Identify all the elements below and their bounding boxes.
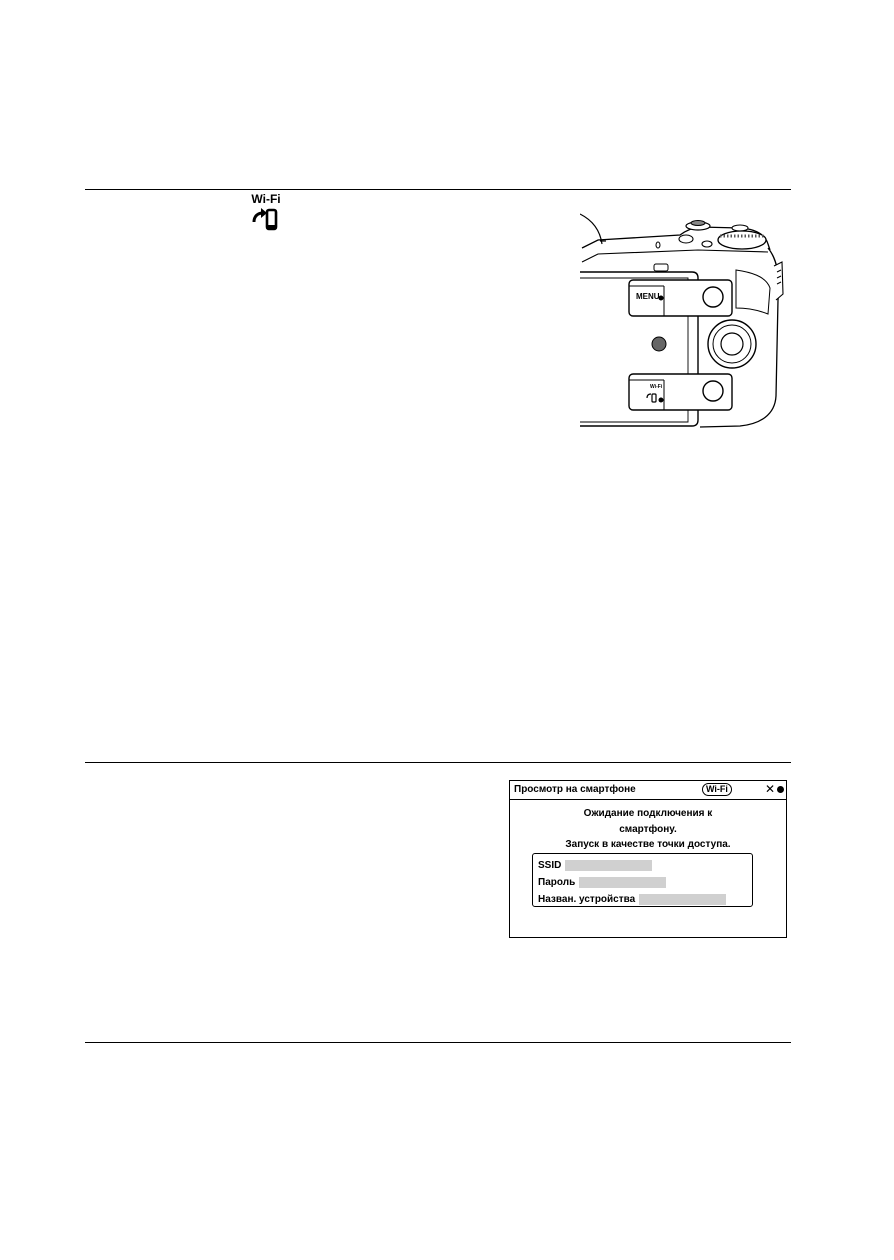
lcd-title: Просмотр на смартфоне	[514, 784, 636, 795]
section-divider	[85, 762, 791, 763]
password-row	[538, 874, 666, 887]
button-indicator-icon	[777, 786, 784, 793]
wifi-icon-label: Wi-Fi	[251, 192, 281, 206]
lcd-message-line: смартфону.	[619, 824, 677, 835]
camera-lcd-screen	[509, 780, 787, 938]
wifi-button-label: Wi-Fi	[650, 384, 663, 390]
device-name-value-field	[639, 894, 726, 905]
menu-button-label: MENU	[636, 292, 660, 301]
ssid-row	[538, 857, 652, 870]
camera-back-illustration	[580, 210, 790, 428]
device-name-row	[538, 891, 726, 904]
connection-info-box	[532, 853, 753, 907]
close-icon: ✕	[765, 782, 776, 796]
device-name-label: Назван. устройства	[538, 894, 636, 906]
ssid-label: SSID	[538, 860, 562, 872]
wifi-badge-icon: Wi-Fi	[702, 783, 732, 796]
section-divider	[85, 189, 791, 190]
camera-body-drawing	[580, 210, 790, 428]
lcd-message-line: Ожидание подключения к	[583, 808, 713, 819]
password-label: Пароль	[538, 877, 576, 889]
smartphone-arrow-icon	[250, 206, 284, 234]
wifi-send-to-smartphone-icon	[246, 193, 286, 235]
lcd-message-line: Запуск в качестве точки доступа.	[565, 839, 731, 850]
ssid-value-field	[565, 860, 652, 871]
password-value-field	[579, 877, 666, 888]
lcd-header	[510, 781, 786, 800]
section-divider	[85, 1042, 791, 1043]
